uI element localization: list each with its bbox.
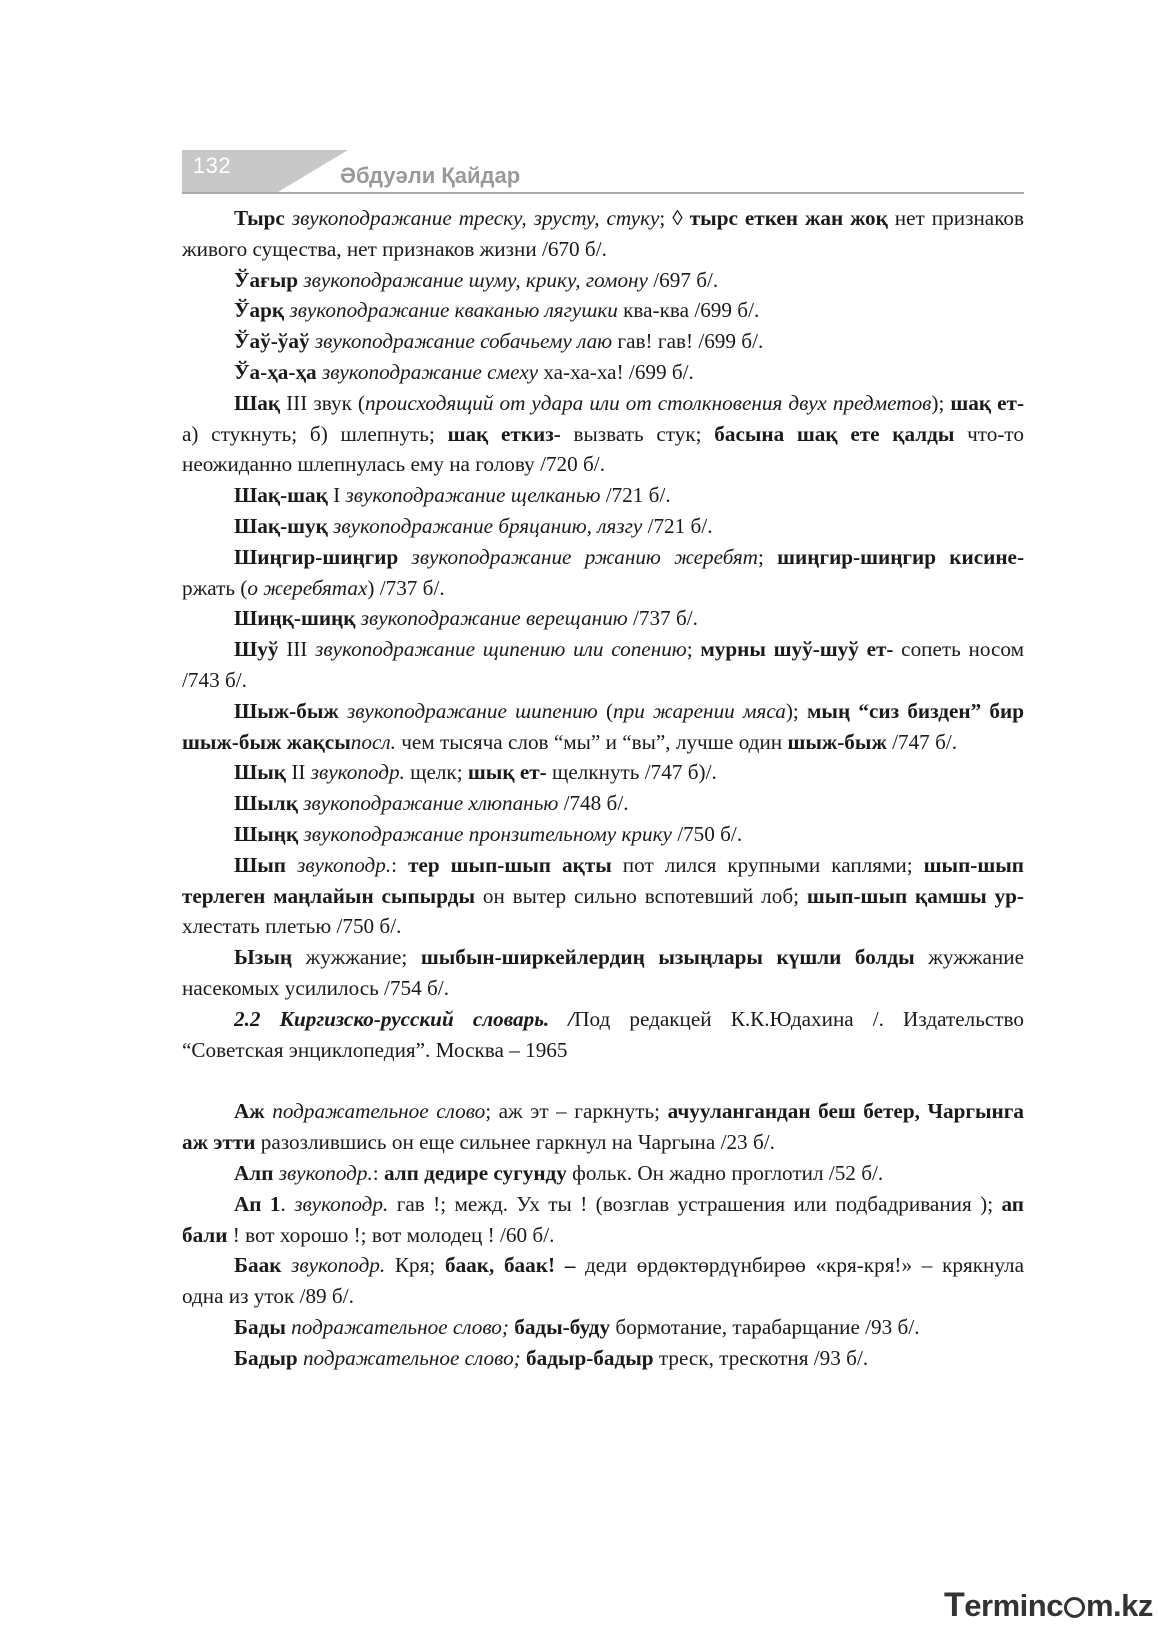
entry-text: ; ◊ (659, 206, 690, 230)
page-number: 132 (192, 153, 232, 178)
entry-text: ( (597, 698, 614, 723)
entry-term: Шып (234, 852, 287, 877)
entry-term: подражательное слово; (302, 1345, 521, 1370)
dictionary-entry (182, 1096, 1024, 1158)
entry-term: Шыж-быж (234, 698, 339, 723)
entry-text: /748 б/. (558, 791, 629, 816)
entry-term: подражательное слово; (291, 1314, 509, 1339)
entry-text: жужжание насекомых усилилось /754 б/. (182, 945, 1024, 1000)
entry-term: звукоподражание бряцанию, лязгу (333, 513, 643, 538)
entry-term: звукоподражание треску, зрусту, стуку (291, 206, 660, 230)
entry-term: шақ ет- (950, 390, 1024, 415)
entry-text: /697 б/. (647, 267, 719, 292)
dictionary-entry (182, 942, 1024, 1004)
entry-text: : (391, 852, 409, 877)
page-tab-slant (278, 150, 348, 192)
entry-term: Баак (234, 1253, 282, 1278)
entry-text: II (286, 760, 311, 785)
entry-term: шыж-быж (787, 729, 887, 754)
entry-term: посл. (350, 729, 396, 754)
entry-text: /721 б/. (642, 513, 713, 538)
entry-text: треск, трескотня /93 б/. (653, 1345, 869, 1370)
entry-term: Ўарқ (234, 298, 285, 323)
dictionary-entry (182, 696, 1024, 758)
entry-text: вызвать стук; (560, 421, 715, 446)
entry-term: Шылқ (234, 791, 298, 816)
dictionary-entry (182, 542, 1024, 604)
entry-text: ; (686, 637, 701, 662)
entry-term: шиңгир-шиңгир кисине- (777, 544, 1024, 569)
entry-text: . (280, 1191, 295, 1216)
watermark-last: m.kz (1085, 1588, 1153, 1623)
entry-text: ; (757, 544, 778, 569)
dictionary-entry (182, 480, 1024, 511)
entry-text (286, 853, 297, 877)
entry-text: ) /737 б/. (367, 575, 445, 600)
entry-text: бормотание, тарабарщание /93 б/. (610, 1314, 920, 1339)
dictionary-entry (182, 203, 1024, 265)
entry-term: подражательное слово (272, 1099, 486, 1124)
entry-term: Ап 1 (234, 1191, 281, 1216)
entry-term: Аж (234, 1099, 265, 1124)
entry-term: звукоподражание хлюпанью (303, 791, 559, 816)
dictionary-entry (182, 511, 1024, 542)
entry-term: шық ет- (467, 760, 547, 785)
dictionary-entry (182, 295, 1024, 326)
entry-term: Шақ-шуқ (234, 513, 328, 538)
watermark-first: T (944, 1586, 965, 1624)
entry-term: звукоподр. (278, 1160, 373, 1185)
running-head: Әбдуәли Қайдар (340, 163, 521, 188)
entry-term: Шиңгир-шиңгир (234, 544, 399, 569)
header-rule (182, 192, 1024, 194)
dictionary-entry (182, 1312, 1024, 1343)
entry-text: деди өрдөктөрдүнбирөө «кря-кря!» – крякнула одна из уток /89 б/. (182, 1253, 1024, 1309)
entry-text: Кря; (385, 1253, 445, 1278)
dictionary-entry (182, 850, 1024, 942)
entry-term: звукоподражание верещанию (360, 606, 628, 631)
entry-term: Шық (234, 760, 287, 785)
entry-term: звукоподражание щипению или сопению (315, 637, 687, 662)
entry-text: фольк. Он жадно проглотил /52 б/. (566, 1160, 884, 1185)
entry-text: ); (931, 390, 951, 415)
entry-term: звукоподр. (297, 852, 392, 877)
entry-term: Ызың (234, 945, 293, 970)
entry-text: щелкнуть /747 б)/. (546, 760, 717, 785)
entry-term: Шақ (234, 390, 281, 415)
entry-text: ха-ха-ха! /699 б/. (538, 359, 694, 384)
entry-text (398, 545, 411, 569)
entry-text: : (372, 1160, 384, 1185)
entry-term: Бадыр (234, 1345, 298, 1370)
page-header (182, 150, 1024, 196)
entry-text (285, 206, 292, 230)
dictionary-entry (182, 1250, 1024, 1312)
entry-text: хлестать плетью /750 б/. (182, 914, 402, 939)
entry-term: Бады (234, 1314, 286, 1339)
entry-term: тырс еткен жан жоқ (689, 206, 888, 230)
dictionary-entry (182, 603, 1024, 634)
dictionary-entry (182, 1343, 1024, 1374)
entry-term: Ўаў-ўаў (234, 329, 310, 354)
entry-term: звукоподражание ржанию жеребят (411, 544, 758, 569)
entry-term: шып-шып қамшы ур- (806, 883, 1024, 908)
entry-text: /747 б/. (886, 729, 958, 754)
dictionary-entry (182, 634, 1024, 696)
entry-term: звукоподр. (291, 1253, 386, 1278)
entry-text: чем тысяча слов “мы” и “вы”, лучше один (395, 729, 788, 754)
entry-term: бады-буду (514, 1314, 611, 1339)
entry-term: 2.2 Киргизско-русский словарь. / (234, 1006, 575, 1031)
entry-term: мурны шуў-шуў ет- (700, 637, 894, 662)
entry-term: Шақ-шақ (234, 483, 328, 508)
watermark-middle: erminc (964, 1588, 1063, 1623)
dictionary-entry (182, 326, 1024, 357)
entry-term: шақ еткиз- (447, 421, 561, 446)
entry-text: III (278, 637, 316, 662)
entry-term: баак, баак! – (444, 1253, 576, 1278)
entry-term: шып-шып терлеген маңлайын сыпырды (182, 852, 1025, 908)
entry-text: пот лился крупными каплями; (611, 852, 924, 877)
entry-text: /737 б/. (627, 606, 698, 631)
dictionary-entry (182, 357, 1024, 388)
entry-term: звукоподр. (310, 760, 405, 785)
entry-text: нет признаков живого существа, нет признаков жизни /670 б/. (182, 206, 1025, 261)
entry-term: Шиңқ-шиңқ (234, 606, 356, 631)
entry-term: Шыңқ (234, 821, 299, 846)
entry-term: Ўағыр (234, 267, 299, 292)
entry-text: он вытер сильно вспотевший лоб; (475, 883, 807, 908)
entry-text (281, 1253, 291, 1277)
entry-term: звукоподражание собачьему лаю (314, 329, 613, 354)
entry-term: звукоподражание щелканью (345, 483, 601, 508)
entry-text: /750 б/. (671, 821, 743, 846)
entry-text: разозлившись он еще сильнее гаркнул на Чаргына /23 б/. (255, 1130, 775, 1155)
dictionary-entry (182, 819, 1024, 850)
entry-term: звукоподражание кваканью лягушки (289, 298, 618, 323)
entry-text: III звук ( (280, 390, 365, 415)
entry-text: что-то неожиданно шлепнулась ему на голову /720 б/. (182, 421, 1024, 477)
dictionary-entry (182, 1158, 1024, 1189)
entry-text: ! вот хорошо !; вот молодец ! /60 б/. (227, 1222, 555, 1247)
dictionary-entry (182, 1189, 1024, 1251)
entry-text: /721 б/. (600, 483, 671, 508)
dictionary-entry (182, 265, 1024, 296)
entry-term: звукоподражание шуму, крику, гомону (303, 267, 648, 292)
dictionary-entry (182, 788, 1024, 819)
entry-text: гав !; межд. Ух ты ! (возглав устрашения или подбадривания ); (388, 1191, 1002, 1216)
entry-term: звукоподр. (294, 1191, 389, 1216)
entry-term: шыбын-ширкейлердиң ызыңлары күшли болды (420, 945, 915, 970)
entry-text: гав! гав! /699 б/. (612, 329, 764, 354)
entry-term: бадыр-бадыр (526, 1345, 654, 1370)
entry-text: жужжание; (292, 945, 421, 970)
entry-text: ; аж эт – гаркнуть; (485, 1099, 668, 1124)
entry-term: алп дедире сугунду (383, 1160, 567, 1185)
entry-term: Ўа-ҳа-ҳа (234, 359, 317, 384)
entry-term: звукоподражание пронзительному крику (303, 821, 672, 846)
entry-term: Алп (234, 1160, 274, 1185)
entry-text: Под редакцей К.К.Юдахина /. Издательство “Советская энциклопедия”. Москва – 1965 (182, 1006, 1024, 1062)
dictionary-entry (182, 757, 1024, 788)
dictionary-entry (182, 388, 1024, 480)
magnifier-icon (1064, 1597, 1085, 1618)
entry-text (339, 699, 347, 723)
entry-text: I (327, 483, 346, 508)
entry-term: о жеребятах (247, 575, 368, 600)
entry-text: ква-ква /699 б/. (617, 298, 760, 323)
entry-text: сопеть носом /743 б/. (182, 637, 1025, 692)
entry-term: ап бали (182, 1191, 1025, 1247)
site-watermark (944, 1586, 1153, 1625)
entry-term: мың “сиз бизден” бир шыж-быж жақсы (182, 698, 1025, 754)
entry-text: ); (785, 698, 807, 723)
entry-term: тер шып-шып ақты (408, 852, 612, 877)
entry-term: звукоподражание смеху (321, 359, 539, 384)
entry-text: щелк; (404, 760, 468, 785)
entry-term: Шуў (234, 637, 279, 662)
dictionary-entry (182, 1004, 1024, 1066)
entry-text: а) стукнуть; б) шлепнуть; (182, 421, 448, 446)
entry-term: звукоподражание шипению (346, 698, 598, 723)
entry-term: Тырс (234, 206, 285, 230)
entry-term: происходящий от удара или от столкновения двух предметов (365, 390, 932, 415)
entry-term: басына шақ ете қалды (714, 421, 955, 446)
entry-text: ржать ( (182, 575, 248, 600)
dictionary-entries (182, 203, 1024, 1373)
entry-term: при жарении мяса (613, 698, 786, 723)
entry-term: ачуулангандан беш бетер, Чаргынга аж этти (182, 1099, 1024, 1155)
